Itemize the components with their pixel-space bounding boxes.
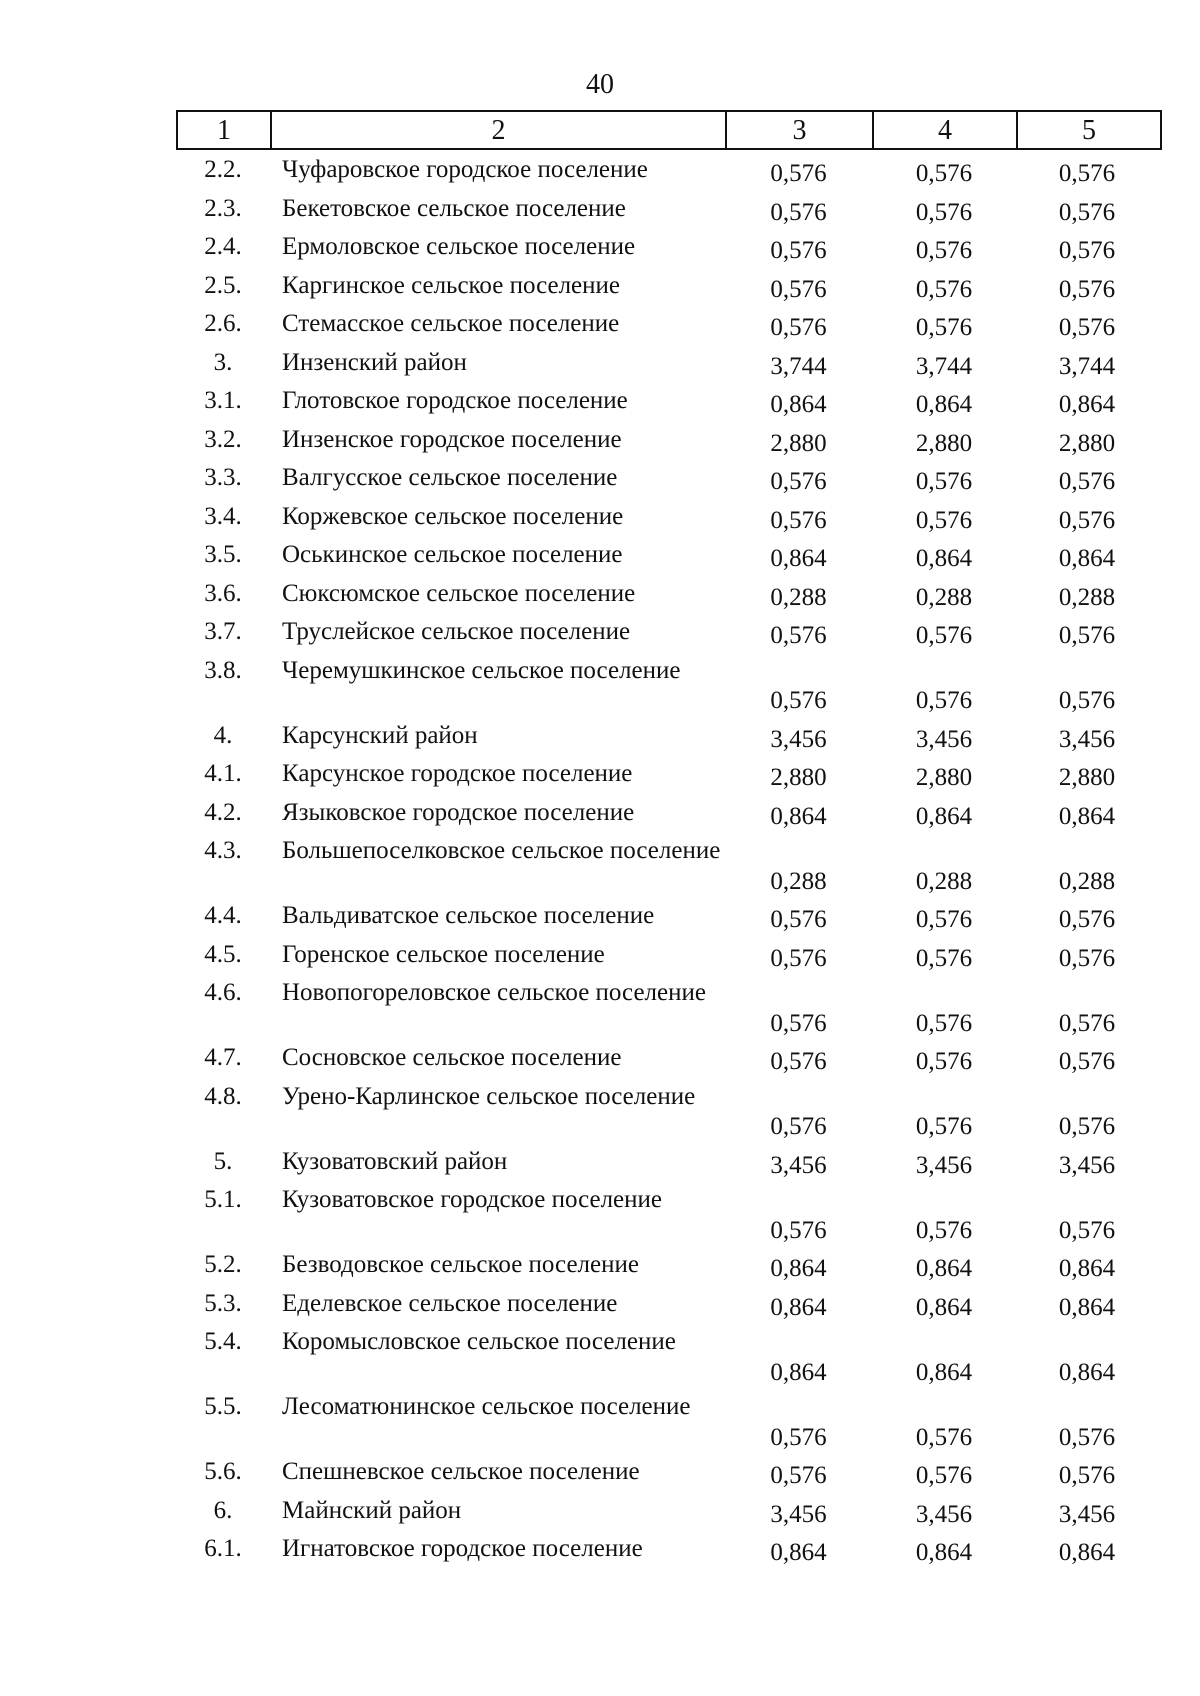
settlement-name: Стемасское сельское поселение bbox=[282, 310, 620, 337]
settlement-name: Еделевское сельское поселение bbox=[282, 1289, 618, 1317]
value-col-3: 0,576 bbox=[770, 160, 827, 187]
value-col-5: 3,456 bbox=[1058, 1151, 1116, 1179]
settlement-name: Оськинское сельское поселение bbox=[282, 541, 623, 568]
value-col-5: 0,576 bbox=[1058, 237, 1116, 264]
row-number: 4.6. bbox=[204, 979, 242, 1006]
settlement-name: Черемушкинское сельское поселение bbox=[282, 656, 681, 684]
value-col-5: 0,864 bbox=[1058, 391, 1116, 418]
value-col-5: 0,576 bbox=[1058, 687, 1116, 714]
value-col-4: 0,576 bbox=[915, 1048, 973, 1075]
settlement-name: Бекетовское сельское поселение bbox=[282, 194, 626, 222]
table-row bbox=[176, 576, 1162, 615]
settlement-name: Спешневское сельское поселение bbox=[282, 1458, 640, 1485]
value-col-5: 0,288 bbox=[1058, 583, 1116, 611]
value-col-4: 0,576 bbox=[915, 687, 973, 714]
value-col-3: 0,576 bbox=[770, 1423, 827, 1451]
value-col-3: 0,576 bbox=[770, 198, 827, 226]
value-col-5: 0,864 bbox=[1058, 802, 1116, 830]
value-col-3: 0,576 bbox=[770, 468, 827, 495]
value-col-4: 3,744 bbox=[915, 352, 973, 380]
value-col-3: 0,576 bbox=[770, 1462, 827, 1489]
value-col-4: 0,576 bbox=[915, 275, 973, 303]
row-number: 5.1. bbox=[204, 1186, 242, 1213]
table-row bbox=[176, 975, 1162, 1040]
row-number: 4.2. bbox=[204, 798, 242, 826]
settlement-name: Вальдиватское сельское поселение bbox=[282, 902, 655, 929]
column-header-2: 2 bbox=[272, 112, 727, 148]
value-col-4: 2,880 bbox=[915, 429, 973, 457]
row-number: 4.3. bbox=[204, 837, 242, 864]
value-col-5: 0,576 bbox=[1058, 468, 1116, 495]
value-col-4: 0,576 bbox=[915, 468, 973, 495]
value-col-3: 0,576 bbox=[770, 687, 827, 714]
value-col-5: 0,864 bbox=[1058, 1255, 1116, 1282]
value-col-3: 0,864 bbox=[770, 802, 827, 830]
row-number: 3.8. bbox=[204, 656, 242, 684]
value-col-5: 3,456 bbox=[1058, 725, 1116, 753]
settlement-name: Валгусское сельское поселение bbox=[282, 464, 618, 491]
value-col-4: 0,576 bbox=[915, 237, 973, 264]
value-col-5: 0,576 bbox=[1058, 198, 1116, 226]
row-number: 5.3. bbox=[204, 1289, 242, 1317]
value-col-4: 3,456 bbox=[915, 1151, 973, 1179]
row-number: 2.2. bbox=[204, 156, 242, 183]
settlement-name: Кузоватовское городское поселение bbox=[282, 1186, 663, 1213]
column-header-5: 5 bbox=[1082, 115, 1096, 146]
value-col-5: 0,576 bbox=[1058, 1462, 1116, 1489]
row-number: 3.1. bbox=[204, 387, 242, 414]
value-col-4: 0,288 bbox=[915, 867, 973, 895]
value-col-3: 0,576 bbox=[770, 1216, 827, 1244]
settlement-name: Лесоматюнинское сельское поселение bbox=[282, 1393, 691, 1420]
value-col-4: 0,576 bbox=[915, 906, 973, 933]
value-col-5: 0,864 bbox=[1058, 1293, 1116, 1321]
value-col-5: 0,864 bbox=[1058, 1358, 1116, 1386]
value-col-3: 0,864 bbox=[770, 1255, 827, 1282]
value-col-4: 0,576 bbox=[915, 1423, 973, 1451]
value-col-5: 0,576 bbox=[1058, 1423, 1116, 1451]
value-col-5: 0,576 bbox=[1058, 506, 1116, 534]
value-col-3: 0,864 bbox=[770, 545, 827, 572]
settlement-name: Безводовское сельское поселение bbox=[282, 1251, 639, 1278]
row-number: 3.4. bbox=[204, 502, 242, 530]
settlement-name: Чуфаровское городское поселение bbox=[282, 156, 648, 183]
value-col-4: 2,880 bbox=[915, 764, 973, 791]
value-col-5: 0,864 bbox=[1058, 1539, 1116, 1566]
table-row bbox=[176, 937, 1162, 976]
value-col-4: 0,576 bbox=[915, 1113, 973, 1140]
value-col-5: 0,576 bbox=[1058, 1048, 1116, 1075]
value-col-3: 0,864 bbox=[770, 1539, 827, 1566]
table-row bbox=[176, 152, 1162, 191]
value-col-5: 0,576 bbox=[1058, 1009, 1116, 1037]
settlement-name: Ермоловское сельское поселение bbox=[282, 233, 636, 260]
settlement-name: Большепоселковское сельское поселение bbox=[282, 837, 721, 864]
value-col-5: 2,880 bbox=[1058, 764, 1116, 791]
value-col-5: 0,864 bbox=[1058, 545, 1116, 572]
settlement-name: Новопогореловское сельское поселение bbox=[282, 979, 706, 1006]
row-number: 6.1. bbox=[204, 1535, 242, 1562]
row-number: 5.6. bbox=[204, 1458, 242, 1485]
value-col-4: 0,576 bbox=[915, 622, 973, 649]
table-row bbox=[176, 653, 1162, 718]
row-number: 5.2. bbox=[204, 1251, 242, 1278]
value-col-4: 0,576 bbox=[915, 160, 973, 187]
value-col-4: 0,864 bbox=[915, 1293, 973, 1321]
settlement-name: Глотовское городское поселение bbox=[282, 387, 628, 414]
settlement-name: Горенское сельское поселение bbox=[282, 940, 605, 968]
row-number: 3. bbox=[213, 348, 233, 376]
row-number: 4.8. bbox=[204, 1082, 242, 1110]
row-number: 4.1. bbox=[204, 760, 242, 787]
settlement-name: Урено-Карлинское сельское поселение bbox=[282, 1082, 696, 1110]
page-number: 40 bbox=[586, 69, 614, 100]
value-col-5: 0,576 bbox=[1058, 906, 1116, 933]
table-row bbox=[176, 1531, 1162, 1570]
table-row bbox=[176, 460, 1162, 499]
row-number: 4.4. bbox=[204, 902, 242, 929]
settlement-name: Инзенский район bbox=[282, 348, 467, 376]
row-number: 3.3. bbox=[204, 464, 242, 491]
value-col-5: 0,576 bbox=[1058, 1113, 1116, 1140]
row-number: 2.4. bbox=[204, 233, 242, 260]
value-col-4: 0,288 bbox=[915, 583, 973, 611]
table-row bbox=[176, 1286, 1162, 1325]
value-col-4: 0,864 bbox=[915, 1539, 973, 1566]
value-col-3: 3,456 bbox=[770, 725, 827, 753]
row-number: 5. bbox=[213, 1147, 233, 1175]
settlement-name: Игнатовское городское поселение bbox=[282, 1535, 643, 1562]
column-header-4: 4 bbox=[874, 112, 1018, 148]
column-header-1: 1 bbox=[178, 112, 272, 148]
value-col-3: 0,576 bbox=[770, 622, 827, 649]
row-number: 6. bbox=[213, 1496, 233, 1524]
value-col-3: 0,288 bbox=[770, 867, 827, 895]
value-col-3: 0,864 bbox=[770, 391, 827, 418]
value-col-3: 0,288 bbox=[770, 583, 827, 611]
table-row bbox=[176, 306, 1162, 345]
table-row bbox=[176, 345, 1162, 384]
table-row bbox=[176, 718, 1162, 757]
value-col-3: 0,864 bbox=[770, 1293, 827, 1321]
table-row bbox=[176, 191, 1162, 230]
value-col-3: 0,576 bbox=[770, 906, 827, 933]
value-col-3: 0,576 bbox=[770, 944, 827, 972]
table-row bbox=[176, 1182, 1162, 1247]
value-col-5: 0,576 bbox=[1058, 160, 1116, 187]
value-col-5: 3,456 bbox=[1058, 1500, 1116, 1528]
value-col-4: 0,576 bbox=[915, 944, 973, 972]
value-col-3: 0,576 bbox=[770, 314, 827, 341]
value-col-3: 0,576 bbox=[770, 1048, 827, 1075]
row-number: 3.6. bbox=[204, 579, 242, 607]
value-col-4: 0,864 bbox=[915, 802, 973, 830]
value-col-4: 0,864 bbox=[915, 1358, 973, 1386]
table-row bbox=[176, 499, 1162, 538]
table-header-row bbox=[176, 110, 1162, 150]
table-row bbox=[176, 422, 1162, 461]
value-col-4: 0,576 bbox=[915, 314, 973, 341]
value-col-4: 3,456 bbox=[915, 1500, 973, 1528]
value-col-4: 0,576 bbox=[915, 198, 973, 226]
settlement-name: Инзенское городское поселение bbox=[282, 425, 622, 453]
value-col-4: 0,576 bbox=[915, 1462, 973, 1489]
value-col-4: 0,576 bbox=[915, 1216, 973, 1244]
value-col-3: 2,880 bbox=[770, 429, 827, 457]
value-col-3: 3,456 bbox=[770, 1151, 827, 1179]
table-row bbox=[176, 1079, 1162, 1144]
table-row bbox=[176, 898, 1162, 937]
value-col-4: 0,864 bbox=[915, 1255, 973, 1282]
value-col-3: 3,456 bbox=[770, 1500, 827, 1528]
table-row bbox=[176, 614, 1162, 653]
row-number: 4.5. bbox=[204, 940, 242, 968]
table-row bbox=[176, 756, 1162, 795]
table-row bbox=[176, 1144, 1162, 1183]
row-number: 4. bbox=[213, 721, 233, 749]
settlement-name: Коромысловское сельское поселение bbox=[282, 1328, 676, 1355]
table-row bbox=[176, 1389, 1162, 1454]
row-number: 2.5. bbox=[204, 271, 242, 299]
value-col-3: 0,576 bbox=[770, 275, 827, 303]
value-col-5: 2,880 bbox=[1058, 429, 1116, 457]
settlement-name: Каргинское сельское поселение bbox=[282, 271, 621, 299]
table-row bbox=[176, 268, 1162, 307]
row-number: 2.6. bbox=[204, 310, 242, 337]
value-col-5: 0,576 bbox=[1058, 1216, 1116, 1244]
value-col-3: 0,576 bbox=[770, 237, 827, 264]
value-col-3: 0,864 bbox=[770, 1358, 827, 1386]
table-row bbox=[176, 383, 1162, 422]
table-row bbox=[176, 1454, 1162, 1493]
table-row bbox=[176, 833, 1162, 898]
table-row bbox=[176, 229, 1162, 268]
table-row bbox=[176, 1493, 1162, 1532]
value-col-3: 0,576 bbox=[770, 506, 827, 534]
table-row bbox=[176, 795, 1162, 834]
settlement-name: Сосновское сельское поселение bbox=[282, 1044, 622, 1071]
table-row bbox=[176, 1247, 1162, 1286]
value-col-4: 0,864 bbox=[915, 545, 973, 572]
value-col-5: 0,576 bbox=[1058, 944, 1116, 972]
settlement-name: Кузоватовский район bbox=[282, 1147, 508, 1175]
row-number: 2.3. bbox=[204, 194, 242, 222]
settlement-name: Карсунский район bbox=[282, 721, 478, 749]
value-col-5: 3,744 bbox=[1058, 352, 1116, 380]
value-col-5: 0,576 bbox=[1058, 622, 1116, 649]
value-col-5: 0,576 bbox=[1058, 275, 1116, 303]
row-number: 3.5. bbox=[204, 541, 242, 568]
value-col-4: 0,576 bbox=[915, 1009, 973, 1037]
value-col-4: 0,864 bbox=[915, 391, 973, 418]
table-row bbox=[176, 537, 1162, 576]
row-number: 4.7. bbox=[204, 1044, 242, 1071]
value-col-4: 0,576 bbox=[915, 506, 973, 534]
value-col-5: 0,576 bbox=[1058, 314, 1116, 341]
row-number: 3.7. bbox=[204, 618, 242, 645]
row-number: 3.2. bbox=[204, 425, 242, 453]
value-col-4: 3,456 bbox=[915, 725, 973, 753]
table-body bbox=[176, 152, 1162, 1570]
settlement-name: Карсунское городское поселение bbox=[282, 760, 633, 787]
value-col-3: 3,744 bbox=[770, 352, 827, 380]
row-number: 5.4. bbox=[204, 1328, 242, 1355]
value-col-5: 0,288 bbox=[1058, 867, 1116, 895]
value-col-3: 0,576 bbox=[770, 1113, 827, 1140]
settlement-name: Языковское городское поселение bbox=[282, 798, 635, 826]
settlement-name: Коржевское сельское поселение bbox=[282, 502, 624, 530]
value-col-3: 2,880 bbox=[770, 764, 827, 791]
settlement-name: Труслейское сельское поселение bbox=[282, 618, 631, 645]
value-col-3: 0,576 bbox=[770, 1009, 827, 1037]
column-header-3: 3 bbox=[727, 112, 874, 148]
row-number: 5.5. bbox=[204, 1393, 242, 1420]
table-row bbox=[176, 1040, 1162, 1079]
table-row bbox=[176, 1324, 1162, 1389]
settlement-name: Майнский район bbox=[282, 1496, 462, 1524]
settlement-name: Сюксюмское сельское поселение bbox=[282, 579, 636, 607]
